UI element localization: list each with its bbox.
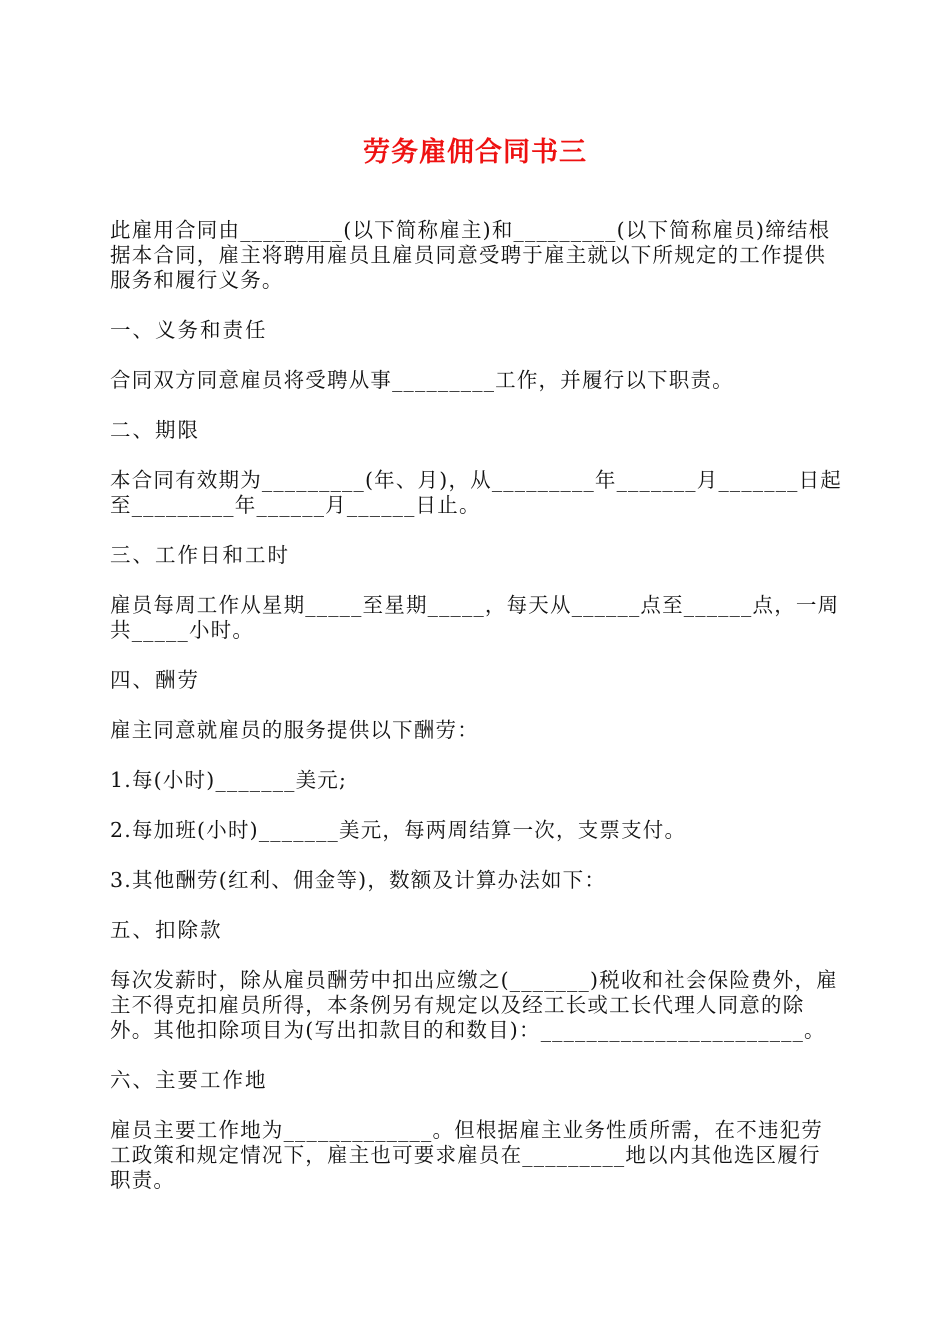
compensation-item-2: 2.每加班(小时)_______美元，每两周结算一次，支票支付。 (110, 818, 687, 842)
compensation-intro-paragraph: 雇主同意就雇员的服务提供以下酬劳： (110, 718, 479, 742)
section-heading-duties: 一、义务和责任 (110, 318, 268, 342)
document-body (110, 218, 842, 1218)
compensation-item-1: 1.每(小时)_______美元; (110, 768, 348, 792)
section-heading-compensation: 四、酬劳 (110, 668, 200, 692)
term-paragraph: 本合同有效期为_________(年、月)，从_________年_______月_______日起至_________年______月______日止。 (110, 468, 842, 517)
section-heading-term: 二、期限 (110, 418, 200, 442)
section-heading-hours: 三、工作日和工时 (110, 543, 290, 567)
intro-paragraph: 此雇用合同由_________(以下简称雇主)和_________(以下简称雇员)缔结根据本合同，雇主将聘用雇员且雇员同意受聘于雇主就以下所规定的工作提供服务和履行义务。 (110, 218, 831, 292)
section-heading-deductions: 五、扣除款 (110, 918, 223, 942)
section-heading-workplace: 六、主要工作地 (110, 1068, 268, 1092)
duties-paragraph: 合同双方同意雇员将受聘从事_________工作，并履行以下职责。 (110, 368, 734, 392)
document-title: 劳务雇佣合同书三 (363, 137, 587, 168)
compensation-item-3: 3.其他酬劳(红利、佣金等)，数额及计算办法如下： (110, 868, 607, 892)
hours-paragraph: 雇员每周工作从星期_____至星期_____，每天从______点至______点，一周共_____小时。 (110, 593, 840, 642)
deductions-paragraph: 每次发薪时，除从雇员酬劳中扣出应缴之(_______)税收和社会保险费外，雇主不得克扣雇员所得，本条例另有规定以及经工长或工长代理人同意的除外。其他扣除项目为(写出扣款目的和数目)：_______________________。 (110, 968, 838, 1042)
workplace-paragraph: 雇员主要工作地为_____________。但根据雇主业务性质所需，在不违犯劳工政策和规定情况下，雇主也可要求雇员在_________地以内其他选区履行职责。 (110, 1118, 824, 1192)
